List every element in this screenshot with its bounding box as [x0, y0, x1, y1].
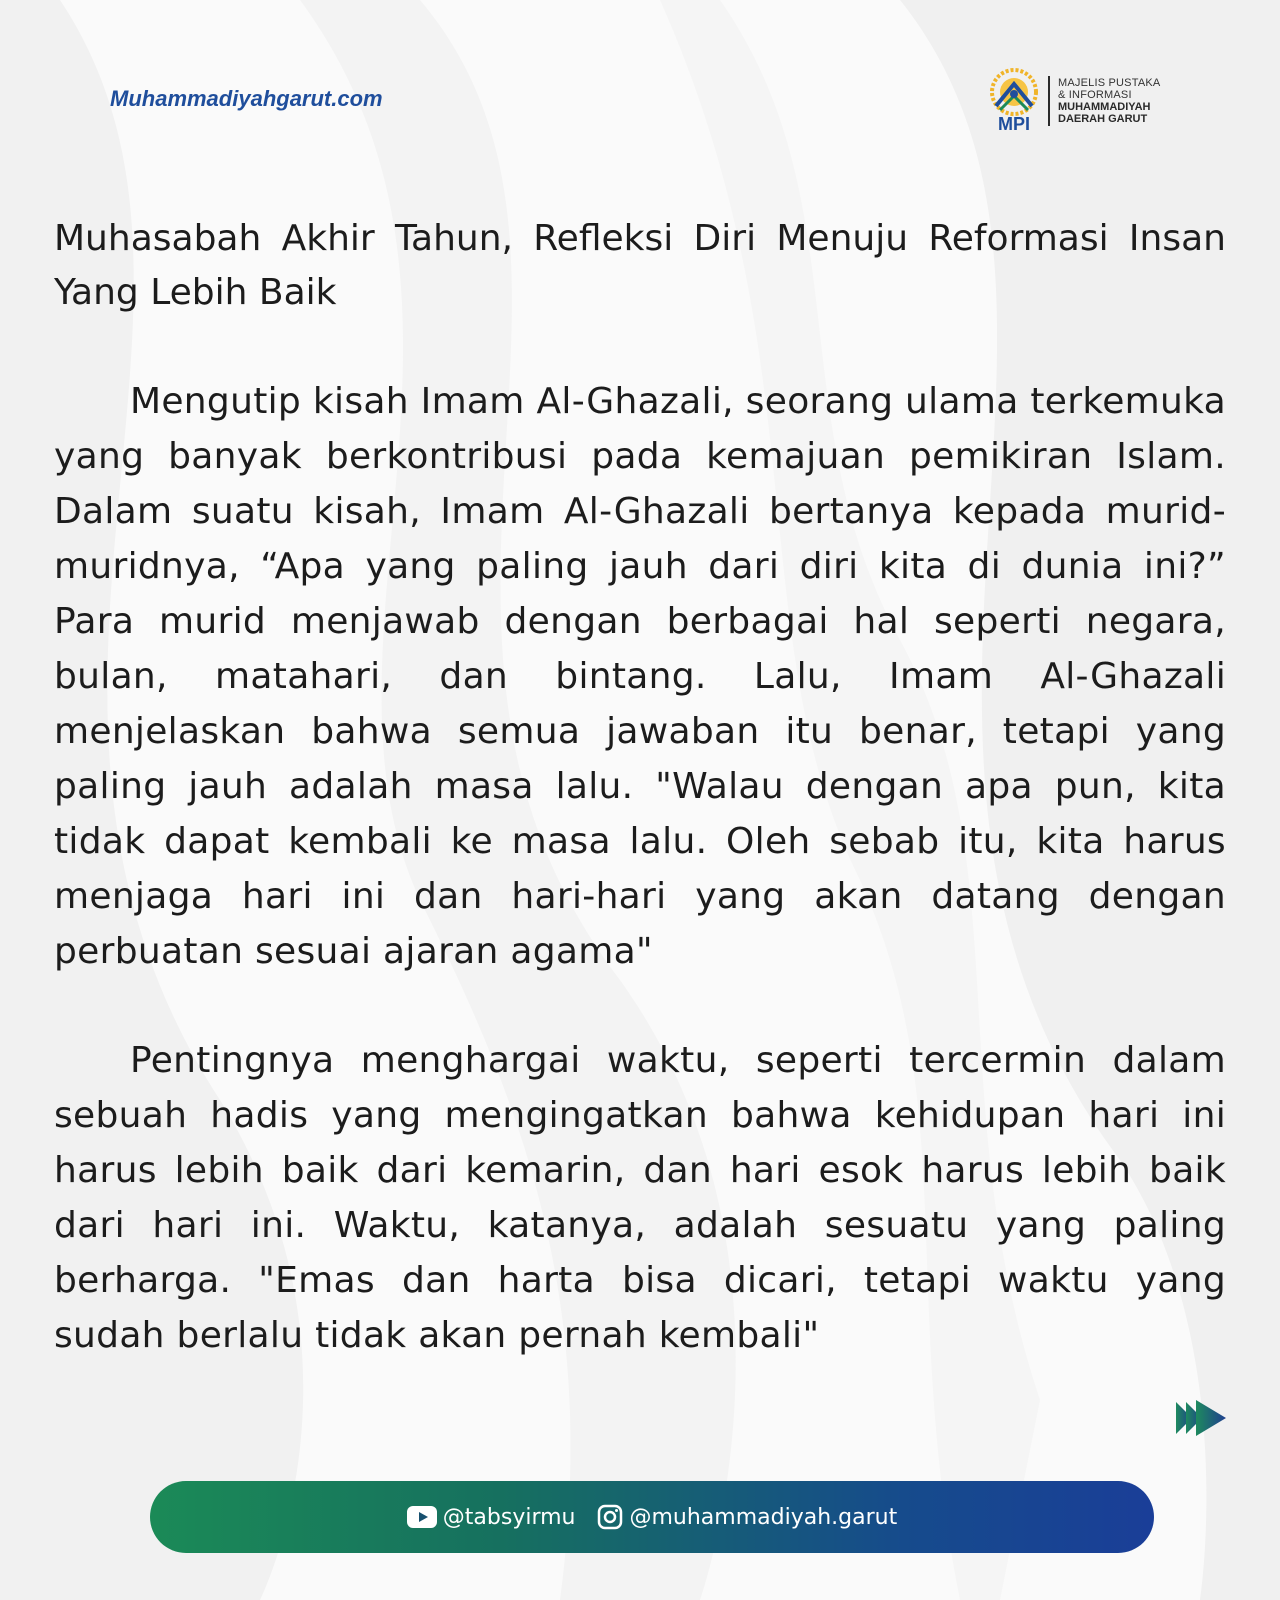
org-name: [1058, 77, 1160, 125]
org-line-1: MAJELIS PUSTAKA: [1058, 77, 1161, 89]
article-paragraph-1: Mengutip kisah Imam Al-Ghazali, seorang ulama terkemuka yang banyak berkontribusi pada kemajuan pemikiran Islam. Dalam suatu kisah, Imam Al-Ghazali bertanya kepada murid-muridnya, “Apa yang paling jauh dari diri kita di dunia ini?” Para murid menjawab dengan berbagai hal seperti negara, bulan, matahari, dan bintang. Lalu, Imam Al-Ghazali menjelaskan bahwa semua jawaban itu benar, tetapi yang paling jauh adalah masa lalu. "Walau dengan apa pun, kita tidak dapat kembali ke masa lalu. Oleh sebab itu, kita harus menjaga hari ini dan hari-hari yang akan datang dengan perbuatan sesuai ajaran agama": [54, 381, 1226, 972]
youtube-icon: [407, 1506, 437, 1528]
mpi-logo: [986, 66, 1042, 136]
article-paragraph-2: Pentingnya menghargai waktu, seperti tercermin dalam sebuah hadis yang mengingatkan bahwa kehidupan hari ini harus lebih baik dari kemarin, dan hari esok harus lebih baik dari hari ini. Waktu, katanya, adalah sesuatu yang paling berharga. "Emas dan harta bisa dicari, tetapi waktu yang sudah berlalu tidak akan pernah kembali": [54, 1040, 1226, 1356]
article-title: Muhasabah Akhir Tahun, Refleksi Diri Menuju Reformasi Insan Yang Lebih Baik: [54, 218, 1226, 313]
org-line-4: DAERAH GARUT: [1058, 113, 1148, 125]
next-arrows-icon[interactable]: [1176, 1398, 1226, 1438]
site-url[interactable]: Muhammadiyahgarut.com: [110, 86, 383, 111]
youtube-link[interactable]: [407, 1505, 576, 1530]
logo-divider: [1048, 76, 1050, 126]
org-logo: [986, 66, 1160, 136]
instagram-icon: [597, 1504, 623, 1530]
instagram-handle: @muhammadiyah.garut: [629, 1504, 898, 1530]
logo-letters: MPI: [997, 114, 1031, 134]
footer-social-bar: [150, 1481, 1154, 1553]
article: [54, 212, 1226, 1363]
org-line-2: & INFORMASI: [1058, 89, 1132, 101]
org-line-3: MUHAMMADIYAH: [1058, 101, 1151, 113]
instagram-link[interactable]: [597, 1504, 897, 1530]
youtube-handle: @tabsyirmu: [442, 1504, 576, 1530]
